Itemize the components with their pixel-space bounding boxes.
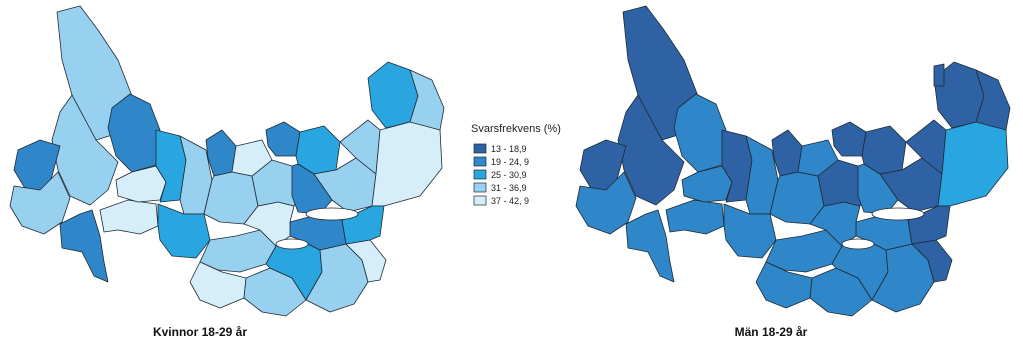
legend-swatch xyxy=(474,157,486,166)
map-region xyxy=(832,122,866,156)
lake-shape xyxy=(872,208,924,220)
legend-label: 31 - 36,9 xyxy=(491,183,527,193)
map-region xyxy=(626,210,674,282)
lake-shape xyxy=(842,239,874,249)
map-region xyxy=(772,130,802,176)
legend-swatch xyxy=(474,183,486,192)
map-region xyxy=(116,166,166,202)
map-region xyxy=(200,230,276,272)
map-region xyxy=(938,122,1008,206)
map-caption-men: Män 18-29 år xyxy=(734,325,808,339)
map-region xyxy=(682,166,732,202)
legend-swatch xyxy=(474,170,486,179)
map-region xyxy=(60,210,108,282)
map-region xyxy=(766,230,842,272)
lake-shape xyxy=(276,239,308,249)
legend-title: Svarsfrekvens (%) xyxy=(471,123,561,135)
legend-label: 19 - 24, 9 xyxy=(491,157,530,167)
lake-shape xyxy=(306,208,358,220)
map-region xyxy=(100,200,158,234)
legend-swatch xyxy=(474,144,486,153)
map-region xyxy=(206,130,236,176)
legend xyxy=(471,123,561,206)
map-region xyxy=(266,122,300,156)
map-region xyxy=(666,200,724,234)
legend-label: 25 - 30,9 xyxy=(491,170,527,180)
map-region xyxy=(372,122,442,206)
map-men xyxy=(576,6,1010,339)
legend-label: 37 - 42, 9 xyxy=(491,196,530,206)
legend-label: 13 - 18,9 xyxy=(491,144,527,154)
legend-swatch xyxy=(474,196,486,205)
map-region xyxy=(934,64,944,86)
map-women xyxy=(10,6,444,339)
map-caption-women: Kvinnor 18-29 år xyxy=(152,325,248,339)
